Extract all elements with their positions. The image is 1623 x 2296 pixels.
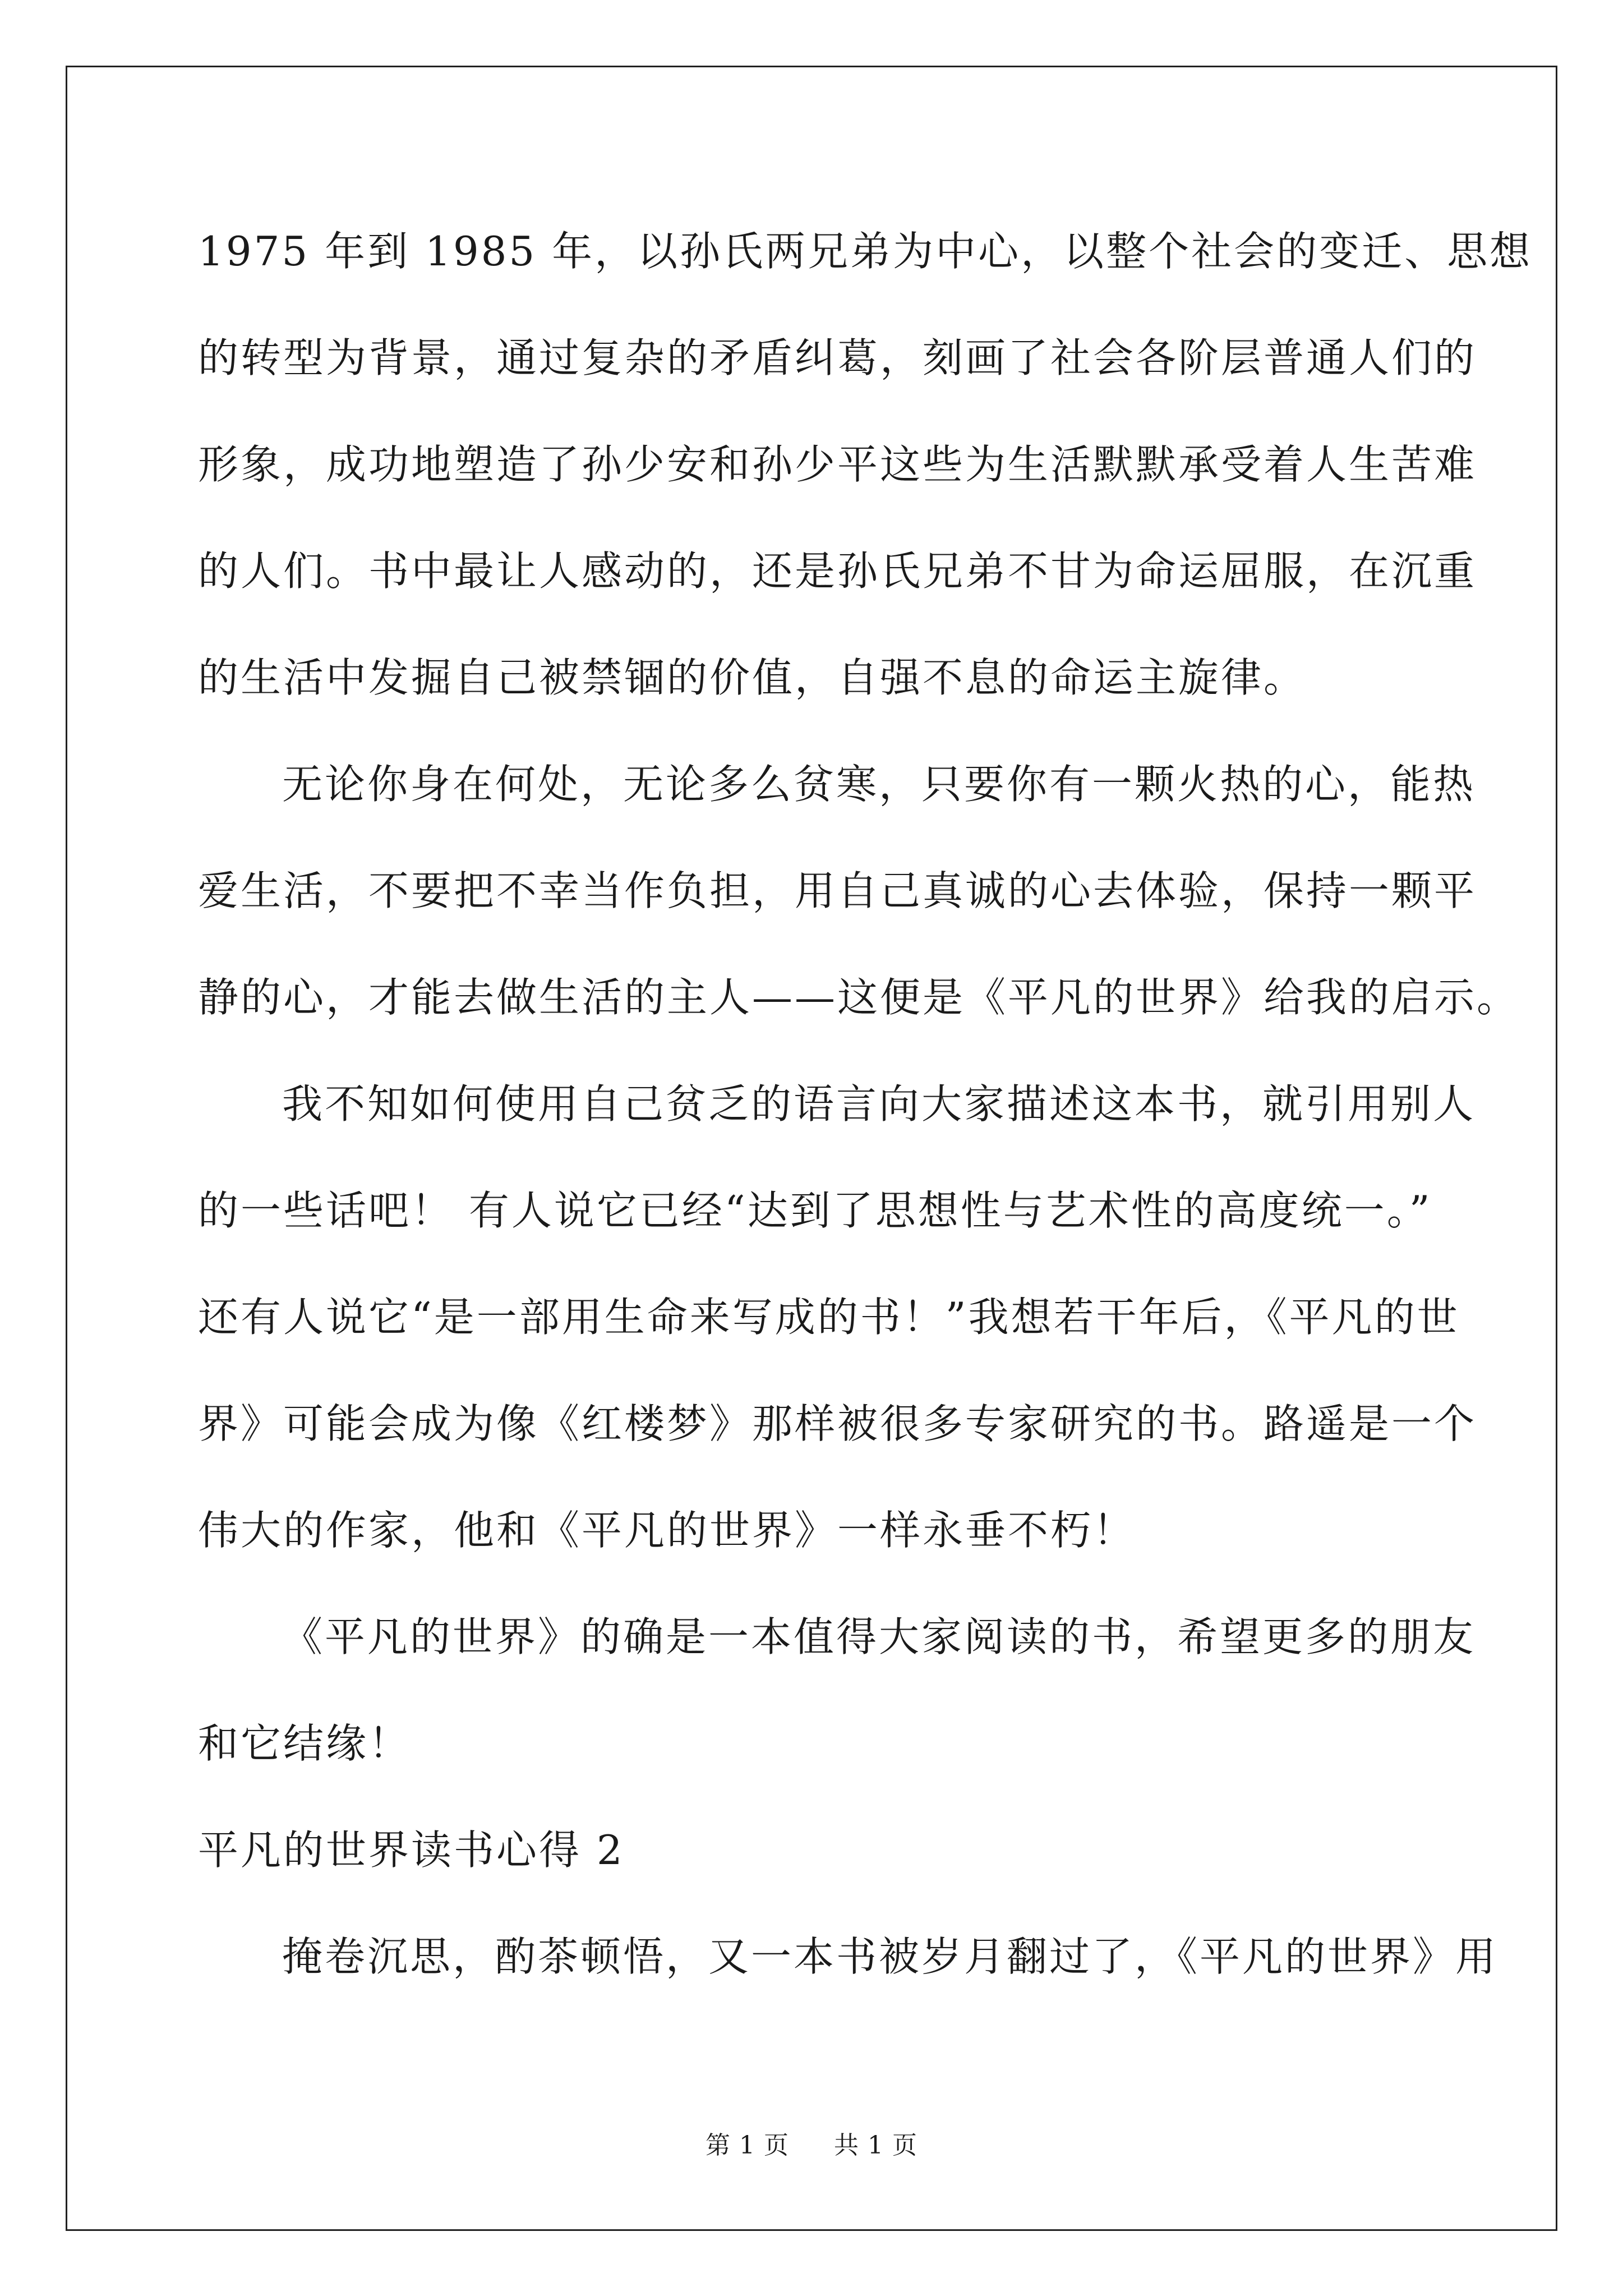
text-line: 还有人说它“是一部用生命来写成的书！”我想若干年后，《平凡的世	[198, 1294, 1460, 1341]
paragraph-first-line: 掩卷沉思，酌茶顿悟，又一本书被岁月翻过了，《平凡的世界》用	[282, 1933, 1498, 1980]
document-body	[198, 212, 1533, 2024]
page-total: 共 1 页	[834, 2131, 917, 2160]
text-line: 的转型为背景，通过复杂的矛盾纠葛，刻画了社会各阶层普通人们的	[198, 334, 1477, 381]
text-line: 爱生活，不要把不幸当作负担，用自己真诚的心去体验，保持一颗平	[198, 867, 1477, 914]
page-number: 第 1 页	[706, 2131, 789, 2160]
paragraph-first-line: 无论你身在何处，无论多么贫寒，只要你有一颗火热的心，能热	[282, 761, 1476, 808]
text-line: 和它结缘！	[198, 1720, 412, 1767]
text-line: 形象，成功地塑造了孙少安和孙少平这些为生活默默承受着人生苦难	[198, 441, 1477, 488]
text-line: 的人们。书中最让人感动的，还是孙氏兄弟不甘为命运屈服，在沉重	[198, 547, 1477, 595]
text-line: 伟大的作家，他和《平凡的世界》一样永垂不朽！	[198, 1507, 1136, 1554]
paragraph-first-line: 《平凡的世界》的确是一本值得大家阅读的书，希望更多的朋友	[282, 1613, 1476, 1660]
text-line: 静的心，才能去做生活的主人——这便是《平凡的世界》给我的启示。	[198, 974, 1520, 1021]
text-line: 的一些话吧！ 有人说它已经“达到了思想性与艺术性的高度统一。”	[198, 1187, 1432, 1234]
text-line: 1975 年到 1985 年，以孙氏两兄弟为中心，以整个社会的变迁、思想	[198, 228, 1533, 275]
page-footer	[0, 2129, 1623, 2162]
text-line: 界》可能会成为像《红楼梦》那样被很多专家研究的书。路遥是一个	[198, 1400, 1477, 1447]
section-heading: 平凡的世界读书心得 2	[198, 1826, 625, 1874]
text-line: 的生活中发掘自己被禁锢的价值，自强不息的命运主旋律。	[198, 654, 1307, 701]
paragraph-first-line: 我不知如何使用自己贫乏的语言向大家描述这本书，就引用别人	[282, 1080, 1476, 1128]
